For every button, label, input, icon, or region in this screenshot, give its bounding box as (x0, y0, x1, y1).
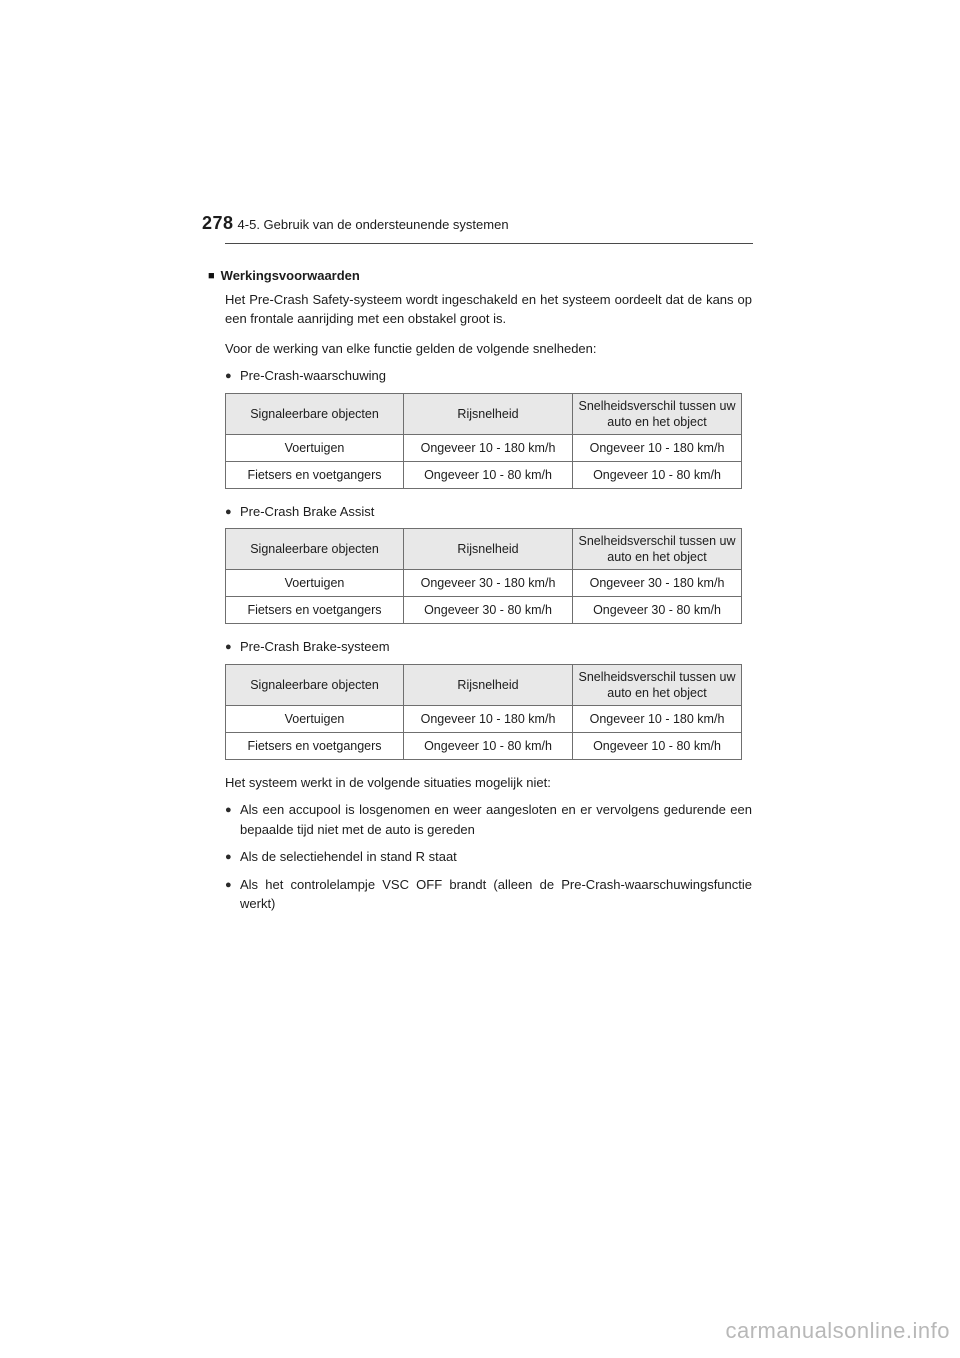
table-row (226, 461, 742, 488)
table-header-cell: Snelheidsverschil tussen uw auto en het object (573, 393, 742, 434)
table-cell: Voertuigen (226, 434, 404, 461)
table-header-row (226, 664, 742, 705)
circle-bullet-icon: ● (225, 804, 232, 816)
table-cell: Ongeveer 30 - 180 km/h (573, 570, 742, 597)
table-row (226, 732, 742, 759)
spec-table-brake-assist (225, 528, 742, 624)
table-header-cell: Rijsnelheid (404, 529, 573, 570)
bullet-item-brake-system (225, 637, 752, 657)
heading-row (208, 266, 752, 288)
list-item (225, 847, 752, 867)
section-heading: Werkingsvoorwaarden (220, 268, 360, 283)
watermark: carmanualsonline.info (725, 1318, 950, 1343)
page-number: 278 (202, 213, 234, 233)
bullet-item-brake-assist (225, 502, 752, 522)
table-header-cell: Signaleerbare objecten (226, 529, 404, 570)
bullet-label: Pre-Crash Brake-systeem (240, 639, 390, 654)
table-cell: Ongeveer 10 - 180 km/h (573, 434, 742, 461)
table-cell: Fietsers en voetgangers (226, 597, 404, 624)
table-header-cell: Signaleerbare objecten (226, 393, 404, 434)
bullet-label: Pre-Crash-waarschuwing (240, 368, 386, 383)
note-text: Als het controlelampje VSC OFF brandt (alleen de Pre-Crash-waarschuwingsfunctie werkt) (240, 876, 752, 911)
table-header-cell: Rijsnelheid (404, 393, 573, 434)
list-item (225, 875, 752, 914)
table-cell: Ongeveer 30 - 180 km/h (404, 570, 573, 597)
table-cell: Ongeveer 10 - 180 km/h (404, 434, 573, 461)
table-row (226, 597, 742, 624)
limitation-notes-list (225, 800, 752, 914)
bullet-label: Pre-Crash Brake Assist (240, 503, 375, 519)
table-row (226, 434, 742, 461)
table-cell: Fietsers en voetgangers (226, 461, 404, 488)
note-text: Als de selectiehendel in stand R staat (240, 849, 457, 864)
paragraph-speeds-intro: Voor de werking van elke functie gelden de volgende snelheden: (225, 340, 597, 356)
note-text: Als een accupool is losgenomen en weer aangesloten en er vervolgens gedurende een bepaalde tijd niet met de auto is gereden (240, 802, 752, 837)
page-content (208, 266, 752, 922)
page-header (202, 213, 753, 244)
paragraph-intro: Het Pre-Crash Safety-systeem wordt ingeschakeld en het systeem oordeelt dat de kans op een frontale aanrijding met een obstakel groot is. (225, 291, 752, 326)
table-header-cell: Signaleerbare objecten (226, 664, 404, 705)
table-cell: Ongeveer 10 - 80 km/h (404, 732, 573, 759)
table-cell: Ongeveer 30 - 80 km/h (404, 597, 573, 624)
circle-bullet-icon: ● (225, 505, 232, 518)
table-header-cell: Snelheidsverschil tussen uw auto en het object (573, 529, 742, 570)
table-cell: Ongeveer 10 - 80 km/h (404, 461, 573, 488)
table-cell: Voertuigen (226, 705, 404, 732)
table-header-cell: Rijsnelheid (404, 664, 573, 705)
table-cell: Ongeveer 30 - 80 km/h (573, 597, 742, 624)
circle-bullet-icon: ● (225, 878, 232, 891)
spec-table-precrash-warning (225, 393, 742, 489)
table-cell: Voertuigen (226, 570, 404, 597)
table-cell: Ongeveer 10 - 180 km/h (404, 705, 573, 732)
circle-bullet-icon: ● (225, 851, 232, 863)
section-header: 4-5. Gebruik van de ondersteunende systemen (237, 217, 509, 232)
circle-bullet-icon: ● (225, 370, 232, 382)
circle-bullet-icon: ● (225, 641, 232, 653)
spec-table-brake-system (225, 664, 742, 760)
table-cell: Ongeveer 10 - 180 km/h (573, 705, 742, 732)
table-cell: Ongeveer 10 - 80 km/h (573, 461, 742, 488)
paragraph-limitations-intro: Het systeem werkt in de volgende situaties mogelijk niet: (225, 774, 551, 790)
list-item (225, 800, 752, 839)
table-cell: Ongeveer 10 - 80 km/h (573, 732, 742, 759)
square-bullet-icon: ■ (208, 270, 215, 282)
table-cell: Fietsers en voetgangers (226, 732, 404, 759)
table-row (226, 705, 742, 732)
table-header-cell: Snelheidsverschil tussen uw auto en het object (573, 664, 742, 705)
header-rule (225, 243, 753, 244)
table-header-row (226, 529, 742, 570)
bullet-item-precrash-warning (225, 366, 752, 386)
table-row (226, 570, 742, 597)
header-row (202, 213, 753, 234)
table-header-row (226, 393, 742, 434)
